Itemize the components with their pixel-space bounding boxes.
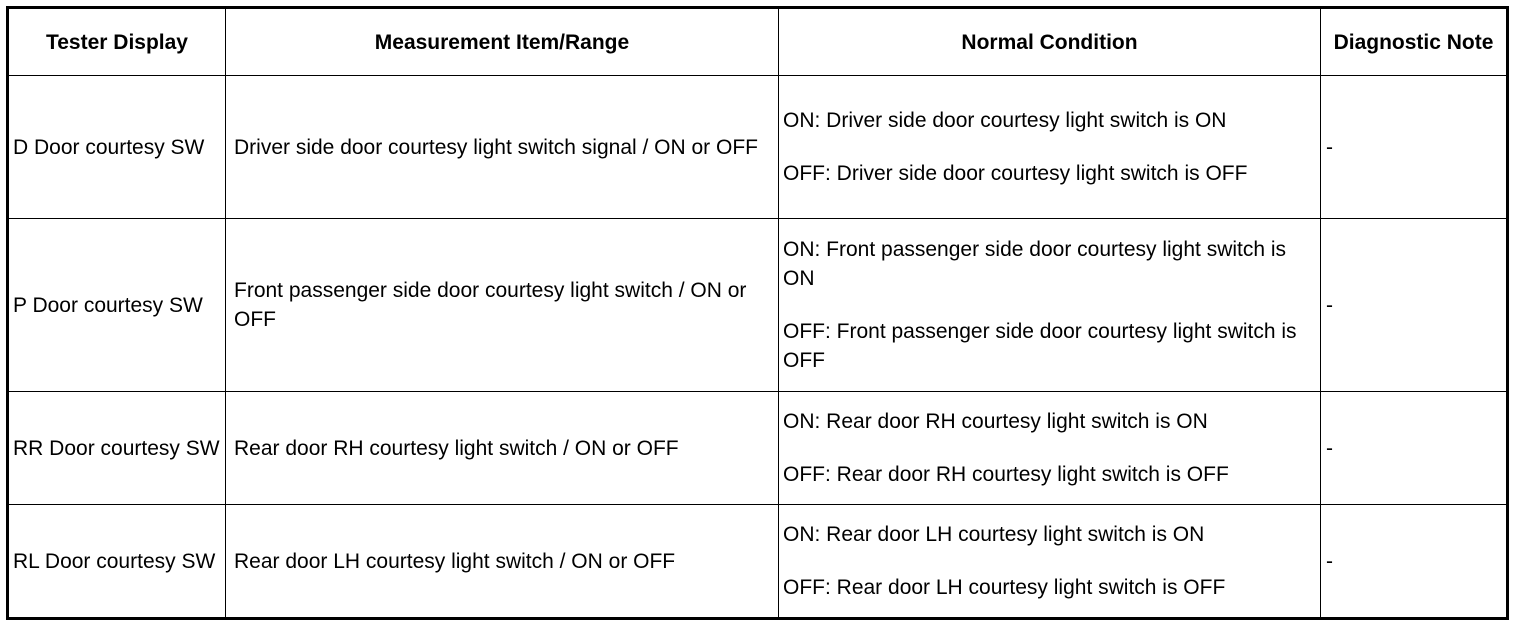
cell-measurement-item: Rear door LH courtesy light switch / ON or OFF [226, 505, 779, 619]
cell-normal-condition [779, 219, 1321, 392]
normal-condition-on: ON: Front passenger side door courtesy light switch is ON [783, 238, 1287, 290]
spec-table-container [6, 6, 1509, 620]
table-row [8, 76, 1508, 219]
normal-condition-off: OFF: Rear door RH courtesy light switch is OFF [783, 463, 1229, 486]
table-row [8, 392, 1508, 505]
cell-diagnostic-note: - [1321, 76, 1508, 219]
cell-diagnostic-note: - [1321, 505, 1508, 619]
cell-normal-condition [779, 505, 1321, 619]
header-diagnostic-note: Diagnostic Note [1321, 8, 1508, 76]
normal-condition-off: OFF: Front passenger side door courtesy light switch is OFF [783, 320, 1297, 372]
cell-diagnostic-note: - [1321, 392, 1508, 505]
cell-diagnostic-note: - [1321, 219, 1508, 392]
table-header-row [8, 8, 1508, 76]
table-row [8, 219, 1508, 392]
cell-measurement-item: Rear door RH courtesy light switch / ON or OFF [226, 392, 779, 505]
normal-condition-on: ON: Driver side door courtesy light switch is ON [783, 109, 1227, 132]
normal-condition-on: ON: Rear door LH courtesy light switch is ON [783, 523, 1205, 546]
data-list-table [6, 6, 1509, 620]
cell-tester-display: RL Door courtesy SW [8, 505, 226, 619]
header-measurement-item: Measurement Item/Range [226, 8, 779, 76]
cell-normal-condition [779, 76, 1321, 219]
header-tester-display: Tester Display [8, 8, 226, 76]
normal-condition-off: OFF: Driver side door courtesy light switch is OFF [783, 162, 1248, 185]
header-normal-condition: Normal Condition [779, 8, 1321, 76]
normal-condition-off: OFF: Rear door LH courtesy light switch is OFF [783, 576, 1226, 599]
cell-measurement-item: Driver side door courtesy light switch signal / ON or OFF [226, 76, 779, 219]
cell-tester-display: RR Door courtesy SW [8, 392, 226, 505]
cell-measurement-item: Front passenger side door courtesy light switch / ON or OFF [226, 219, 779, 392]
cell-tester-display: P Door courtesy SW [8, 219, 226, 392]
cell-normal-condition [779, 392, 1321, 505]
cell-tester-display: D Door courtesy SW [8, 76, 226, 219]
normal-condition-on: ON: Rear door RH courtesy light switch is ON [783, 410, 1208, 433]
table-row [8, 505, 1508, 619]
